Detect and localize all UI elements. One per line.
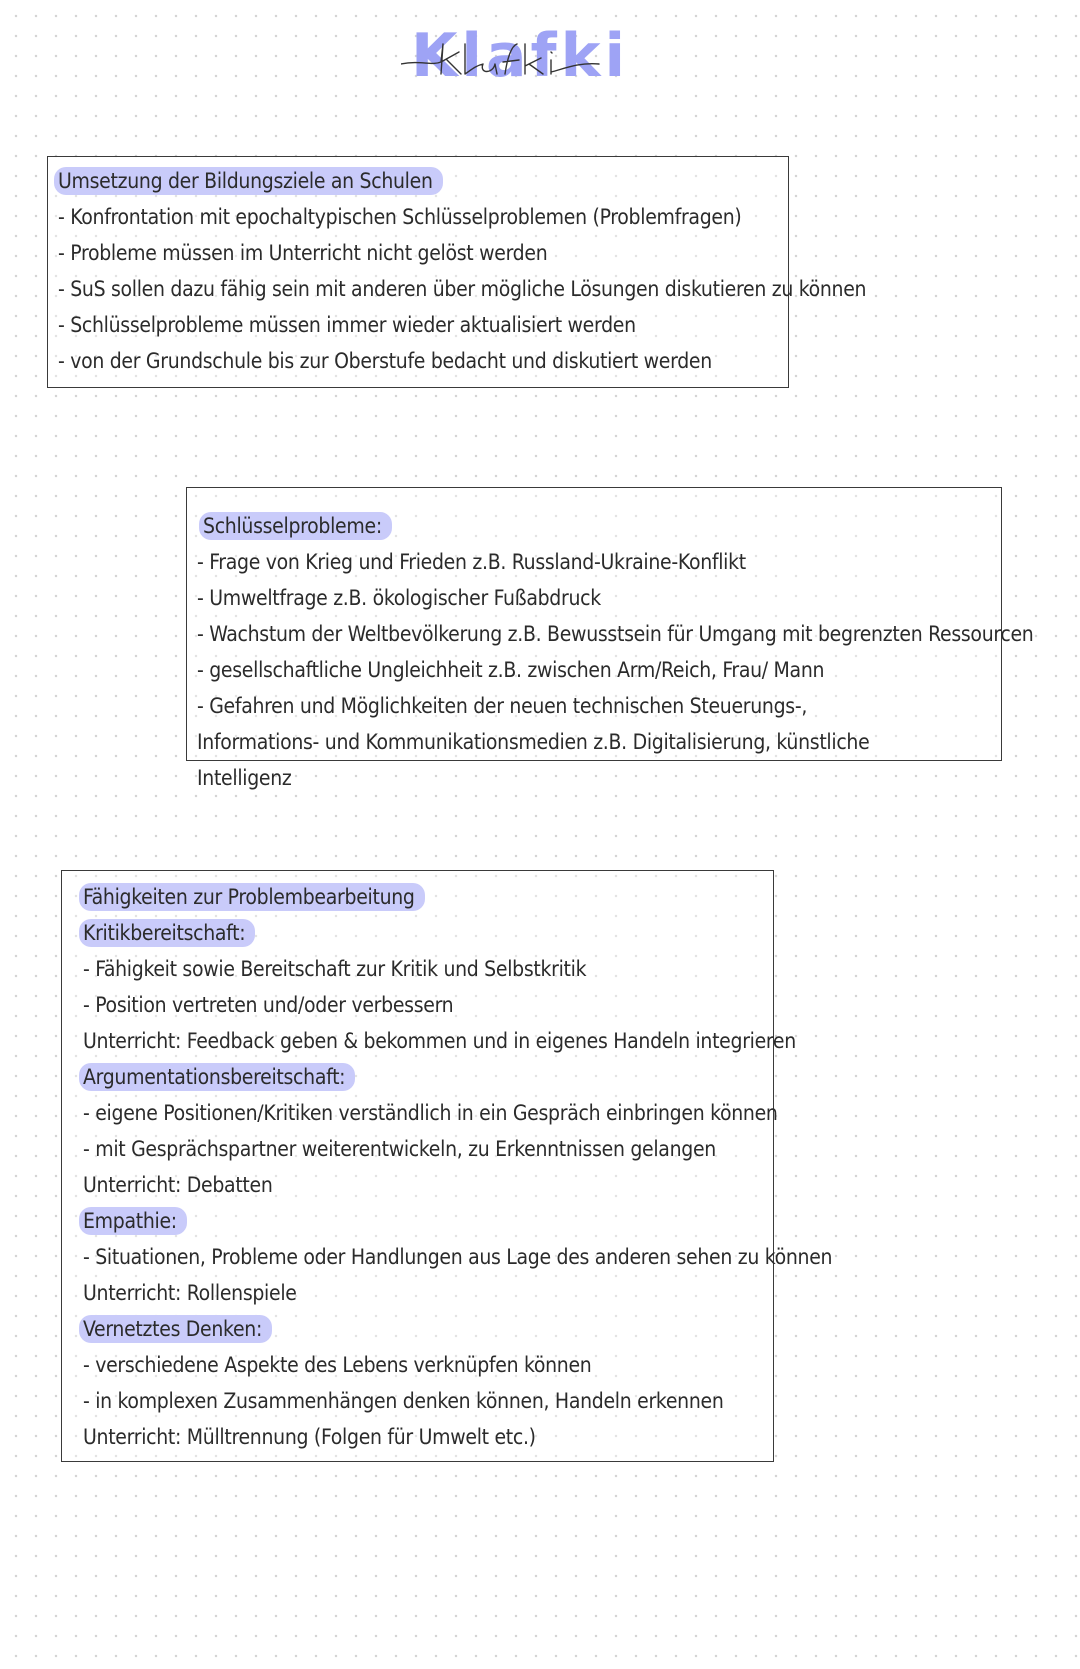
list-item: - eigene Positionen/Kritiken verständlich in ein Gespräch einbringen können xyxy=(83,1101,778,1125)
section-faehigkeiten xyxy=(61,870,833,1462)
list-item: - in komplexen Zusammenhängen denken können, Handeln erkennen xyxy=(83,1389,724,1413)
list-item: - Schlüsselprobleme müssen immer wieder aktualisiert werden xyxy=(58,313,636,337)
list-item: - Gefahren und Möglichkeiten der neuen technischen Steuerungs-, Informations- und Kommunikationsmedien z.B. Digitalisierung, künstliche Intelligenz xyxy=(197,694,870,790)
page-title xyxy=(411,18,629,94)
list-item: - Konfrontation mit epochaltypischen Schlüsselproblemen (Problemfragen) xyxy=(58,205,742,229)
list-item: - Position vertreten und/oder verbessern xyxy=(83,993,454,1017)
handwritten-title-overlay-icon xyxy=(401,30,601,90)
subsection-heading: Vernetztes Denken: xyxy=(83,1311,773,1347)
list-item: - verschiedene Aspekte des Lebens verknüpfen können xyxy=(83,1353,592,1377)
list-item: - Frage von Krieg und Frieden z.B. Russland-Ukraine-Konflikt xyxy=(197,550,746,574)
list-item: - Probleme müssen im Unterricht nicht gelöst werden xyxy=(58,241,548,265)
list-item: - gesellschaftliche Ungleichheit z.B. zwischen Arm/Reich, Frau/ Mann xyxy=(197,658,825,682)
section-bildungsziele xyxy=(47,156,867,388)
list-item: Unterricht: Rollenspiele xyxy=(83,1281,297,1305)
list-item: - Wachstum der Weltbevölkerung z.B. Bewusstsein für Umgang mit begrenzten Ressourcen xyxy=(197,622,1034,646)
list-item: Unterricht: Debatten xyxy=(83,1173,273,1197)
list-item: - SuS sollen dazu fähig sein mit anderen über mögliche Lösungen diskutieren zu können xyxy=(58,277,867,301)
subsection-heading: Empathie: xyxy=(83,1203,773,1239)
list-item: - Situationen, Probleme oder Handlungen aus Lage des anderen sehen zu können xyxy=(83,1245,833,1269)
list-item: Unterricht: Mülltrennung (Folgen für Umwelt etc.) xyxy=(83,1425,536,1449)
title-area xyxy=(0,18,1040,94)
section-heading: Umsetzung der Bildungsziele an Schulen xyxy=(58,163,788,199)
section-heading: Fähigkeiten zur Problembearbeitung xyxy=(83,879,773,915)
section-heading: Schlüsselprobleme: xyxy=(197,508,1001,544)
list-item: Unterricht: Feedback geben & bekommen und in eigenes Handeln integrieren xyxy=(83,1029,796,1053)
list-item: - von der Grundschule bis zur Oberstufe bedacht und diskutiert werden xyxy=(58,349,712,373)
section-schluesselprobleme xyxy=(186,487,1034,790)
list-item: - Umweltfrage z.B. ökologischer Fußabdruck xyxy=(197,586,601,610)
page-title-text: Klafki xyxy=(410,21,630,91)
list-item: - Fähigkeit sowie Bereitschaft zur Kritik und Selbstkritik xyxy=(83,957,587,981)
subsection-heading: Argumentationsbereitschaft: xyxy=(83,1059,773,1095)
subsection-heading: Kritikbereitschaft: xyxy=(83,915,773,951)
list-item: - mit Gesprächspartner weiterentwickeln, zu Erkenntnissen gelangen xyxy=(83,1137,716,1161)
